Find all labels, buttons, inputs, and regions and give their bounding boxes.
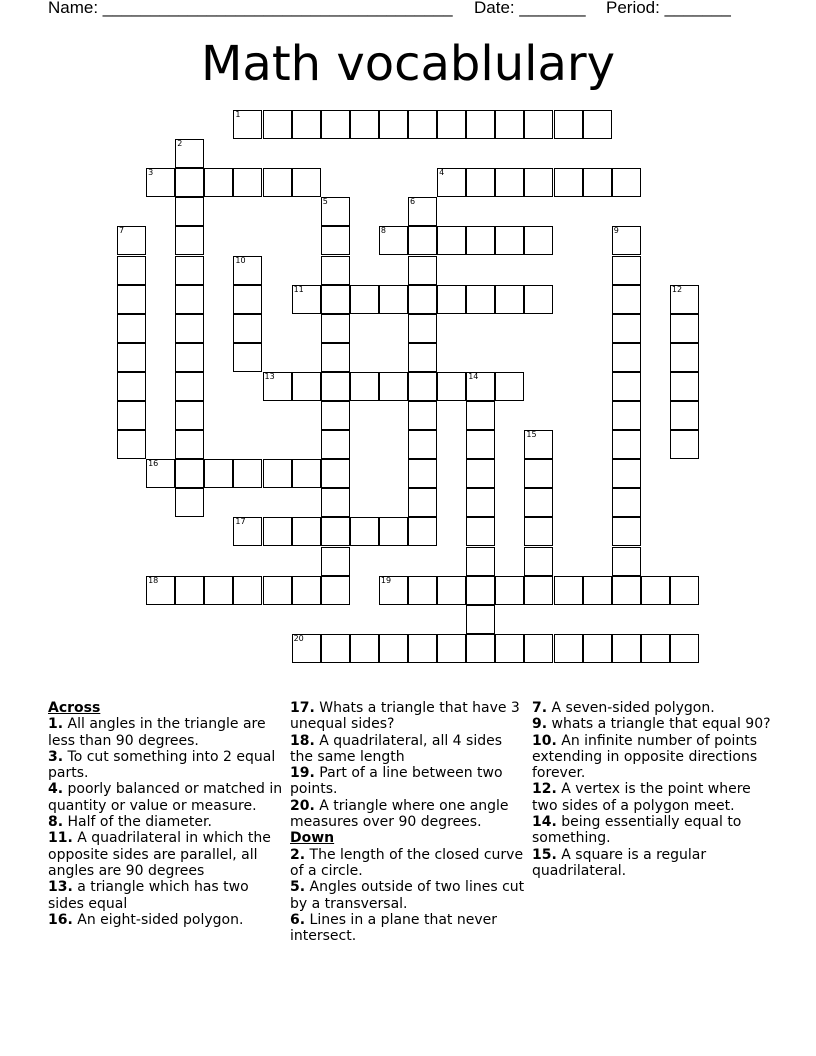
cell-number: 13 — [264, 371, 275, 381]
grid-cell[interactable] — [175, 256, 204, 285]
clue-down-9: 9. whats a triangle that equal 90? — [532, 716, 771, 733]
grid-cell[interactable] — [466, 547, 495, 576]
grid-cell[interactable] — [437, 226, 466, 255]
grid-cell[interactable] — [263, 517, 292, 546]
grid-cell[interactable] — [175, 430, 204, 459]
grid-cell[interactable] — [641, 576, 670, 605]
grid-cell[interactable] — [321, 459, 350, 488]
cell-number: 6 — [410, 197, 416, 207]
grid-cell[interactable] — [524, 168, 553, 197]
grid-cell[interactable] — [175, 401, 204, 430]
grid-cell[interactable] — [612, 314, 641, 343]
grid-cell[interactable] — [321, 576, 350, 605]
grid-cell[interactable] — [612, 285, 641, 314]
grid-cell[interactable] — [466, 634, 495, 663]
grid-cell[interactable] — [466, 605, 495, 634]
grid-cell[interactable] — [408, 197, 437, 226]
grid-cell[interactable] — [408, 314, 437, 343]
grid-cell[interactable] — [292, 372, 321, 401]
down-heading: Down — [290, 830, 335, 847]
grid-cell[interactable] — [612, 576, 641, 605]
cell-number: 19 — [380, 575, 392, 585]
grid-cell[interactable] — [379, 285, 408, 314]
clue-across-17: 17. Whats a triangle that have 3 unequal sides? — [290, 700, 520, 733]
grid-cell[interactable] — [495, 285, 524, 314]
grid-cell[interactable] — [495, 372, 524, 401]
grid-cell[interactable] — [408, 517, 437, 546]
grid-cell[interactable] — [495, 634, 524, 663]
grid-cell[interactable] — [524, 488, 553, 517]
grid-cell[interactable] — [583, 634, 612, 663]
grid-cell[interactable] — [466, 517, 495, 546]
grid-cell[interactable] — [612, 372, 641, 401]
grid-cell[interactable] — [233, 459, 262, 488]
grid-cell[interactable] — [524, 517, 553, 546]
grid-cell[interactable] — [437, 168, 466, 197]
grid-cell[interactable] — [408, 110, 437, 139]
grid-cell[interactable] — [292, 576, 321, 605]
clues-column-3 — [532, 700, 772, 879]
grid-cell[interactable] — [204, 168, 233, 197]
cell-number: 10 — [235, 255, 246, 265]
grid-cell[interactable] — [466, 372, 495, 401]
clue-down-10: 10. An infinite number of points extending in opposite directions forever. — [532, 732, 758, 782]
grid-cell[interactable] — [670, 430, 699, 459]
grid-cell[interactable] — [175, 226, 204, 255]
grid-cell[interactable] — [292, 110, 321, 139]
grid-cell[interactable] — [292, 459, 321, 488]
grid-cell[interactable] — [263, 459, 292, 488]
clue-down-14: 14. being essentially equal to something. — [532, 814, 742, 847]
grid-cell[interactable] — [612, 488, 641, 517]
grid-cell[interactable] — [437, 285, 466, 314]
grid-cell[interactable] — [350, 110, 379, 139]
grid-cell[interactable] — [204, 459, 233, 488]
grid-cell[interactable] — [612, 459, 641, 488]
grid-cell[interactable] — [175, 372, 204, 401]
grid-cell[interactable] — [641, 634, 670, 663]
grid-cell[interactable] — [321, 197, 350, 226]
grid-cell[interactable] — [233, 285, 262, 314]
clue-across-13: 13. a triangle which has two sides equal — [48, 879, 249, 912]
grid-cell[interactable] — [466, 401, 495, 430]
grid-cell[interactable] — [437, 110, 466, 139]
grid-cell[interactable] — [175, 343, 204, 372]
grid-cell[interactable] — [321, 401, 350, 430]
grid-cell[interactable] — [175, 139, 204, 168]
grid-cell[interactable] — [495, 226, 524, 255]
cell-number: 12 — [671, 284, 683, 294]
grid-cell[interactable] — [117, 401, 146, 430]
grid-cell[interactable] — [146, 168, 175, 197]
grid-cell[interactable] — [408, 576, 437, 605]
grid-cell[interactable] — [117, 256, 146, 285]
clues-column-2 — [290, 700, 526, 944]
grid-cell[interactable] — [175, 459, 204, 488]
grid-cell[interactable] — [379, 576, 408, 605]
clue-down-15: 15. A square is a regular quadrilateral. — [532, 846, 707, 879]
grid-cell[interactable] — [466, 226, 495, 255]
grid-cell[interactable] — [321, 314, 350, 343]
grid-cell[interactable] — [321, 110, 350, 139]
grid-cell[interactable] — [524, 226, 553, 255]
grid-cell[interactable] — [670, 401, 699, 430]
grid-cell[interactable] — [321, 256, 350, 285]
grid-cell[interactable] — [524, 547, 553, 576]
grid-cell[interactable] — [466, 285, 495, 314]
grid-cell[interactable] — [292, 634, 321, 663]
grid-cell[interactable] — [408, 401, 437, 430]
grid-cell[interactable] — [379, 110, 408, 139]
grid-cell[interactable] — [466, 110, 495, 139]
grid-cell[interactable] — [466, 576, 495, 605]
grid-cell[interactable] — [583, 168, 612, 197]
clue-across-1: 1. All angles in the triangle are less than 90 degrees. — [48, 716, 266, 749]
grid-cell[interactable] — [524, 459, 553, 488]
grid-cell[interactable] — [263, 168, 292, 197]
grid-cell[interactable] — [670, 314, 699, 343]
grid-cell[interactable] — [350, 285, 379, 314]
grid-cell[interactable] — [408, 634, 437, 663]
grid-cell[interactable] — [263, 576, 292, 605]
page-title: Math vocablulary — [200, 36, 616, 92]
grid-cell[interactable] — [321, 634, 350, 663]
grid-cell[interactable] — [379, 226, 408, 255]
grid-cell[interactable] — [612, 430, 641, 459]
grid-cell[interactable] — [670, 343, 699, 372]
grid-cell[interactable] — [146, 576, 175, 605]
cell-number: 3 — [148, 168, 154, 178]
grid-cell[interactable] — [670, 372, 699, 401]
grid-cell[interactable] — [117, 372, 146, 401]
grid-cell[interactable] — [321, 285, 350, 314]
grid-cell[interactable] — [379, 634, 408, 663]
cell-number: 20 — [293, 633, 304, 643]
cell-number: 8 — [380, 226, 386, 236]
grid-cell[interactable] — [612, 343, 641, 372]
grid-cell[interactable] — [408, 430, 437, 459]
grid-cell[interactable] — [175, 576, 204, 605]
grid-cell[interactable] — [554, 634, 583, 663]
clue-across-20: 20. A triangle where one angle measures over 90 degrees. — [290, 797, 509, 831]
grid-cell[interactable] — [524, 430, 553, 459]
clue-across-11: 11. A quadrilateral in which the opposite sides are parallel, all angles are 90 degrees — [48, 830, 271, 879]
grid-cell[interactable] — [233, 314, 262, 343]
clue-across-19: 19. Part of a line between two points. — [290, 765, 503, 798]
grid-cell[interactable] — [612, 168, 641, 197]
name-field: Name: _____________________________________ — [48, 0, 453, 17]
grid-cell[interactable] — [379, 517, 408, 546]
grid-cell[interactable] — [233, 517, 262, 546]
grid-cell[interactable] — [612, 517, 641, 546]
grid-cell[interactable] — [554, 576, 583, 605]
cell-number: 1 — [235, 110, 241, 119]
clue-across-16: 16. An eight-sided polygon. — [48, 911, 244, 928]
clue-across-8: 8. Half of the diameter. — [48, 814, 212, 831]
grid-cell[interactable] — [379, 372, 408, 401]
grid-cell[interactable] — [583, 110, 612, 139]
grid-cell[interactable] — [612, 634, 641, 663]
grid-cell[interactable] — [612, 226, 641, 255]
grid-cell[interactable] — [524, 285, 553, 314]
grid-cell[interactable] — [117, 430, 146, 459]
cell-number: 17 — [235, 517, 246, 527]
grid-cell[interactable] — [524, 576, 553, 605]
grid-cell[interactable] — [466, 168, 495, 197]
grid-cell[interactable] — [117, 343, 146, 372]
grid-cell[interactable] — [321, 226, 350, 255]
grid-cell[interactable] — [466, 459, 495, 488]
cell-number: 4 — [439, 168, 445, 178]
grid-cell[interactable] — [408, 256, 437, 285]
grid-cell[interactable] — [408, 459, 437, 488]
grid-cell[interactable] — [350, 517, 379, 546]
grid-cell[interactable] — [263, 110, 292, 139]
grid-cell[interactable] — [321, 343, 350, 372]
cell-number: 18 — [148, 575, 159, 585]
grid-cell[interactable] — [175, 285, 204, 314]
clue-down-5: 5. Angles outside of two lines cut by a transversal. — [290, 879, 525, 912]
clue-down-6: 6. Lines in a plane that never intersect. — [290, 911, 497, 945]
clue-across-3: 3. To cut something into 2 equal parts. — [48, 748, 276, 782]
grid-cell[interactable] — [321, 547, 350, 576]
grid-cell[interactable] — [670, 634, 699, 663]
cell-number: 2 — [177, 139, 183, 149]
grid-cell[interactable] — [117, 314, 146, 343]
grid-cell[interactable] — [204, 576, 233, 605]
grid-cell[interactable] — [233, 110, 262, 139]
across-heading: Across — [48, 700, 101, 716]
cell-number: 15 — [526, 430, 537, 440]
grid-cell[interactable] — [408, 285, 437, 314]
grid-cell[interactable] — [408, 226, 437, 255]
grid-cell[interactable] — [583, 576, 612, 605]
grid-cell[interactable] — [670, 285, 699, 314]
grid-cell[interactable] — [670, 576, 699, 605]
grid-cell[interactable] — [117, 226, 146, 255]
grid-cell[interactable] — [146, 459, 175, 488]
grid-cell[interactable] — [408, 343, 437, 372]
grid-cell[interactable] — [554, 110, 583, 139]
grid-cell[interactable] — [233, 256, 262, 285]
clue-across-4: 4. poorly balanced or matched in quantity or value or measure. — [48, 781, 283, 814]
grid-cell[interactable] — [233, 576, 262, 605]
grid-cell[interactable] — [175, 314, 204, 343]
grid-cell[interactable] — [612, 256, 641, 285]
grid-cell[interactable] — [175, 168, 204, 197]
grid-cell[interactable] — [612, 401, 641, 430]
cell-number: 14 — [468, 371, 479, 381]
clue-across-18: 18. A quadrilateral, all 4 sides the same length — [290, 732, 503, 765]
cell-number: 7 — [119, 226, 125, 236]
cell-number: 5 — [322, 197, 328, 207]
grid-cell[interactable] — [350, 634, 379, 663]
grid-cell[interactable] — [495, 110, 524, 139]
cell-number: 16 — [148, 459, 159, 469]
grid-cell[interactable] — [408, 488, 437, 517]
clues-column-1 — [48, 700, 284, 928]
grid-cell[interactable] — [524, 110, 553, 139]
cell-number: 9 — [613, 226, 619, 236]
grid-cell[interactable] — [292, 517, 321, 546]
grid-cell[interactable] — [321, 488, 350, 517]
cell-number: 11 — [293, 284, 304, 294]
grid-cell[interactable] — [408, 372, 437, 401]
grid-cell[interactable] — [233, 168, 262, 197]
period-field: Period: _______ — [606, 0, 731, 17]
grid-cell[interactable] — [350, 372, 379, 401]
grid-cell[interactable] — [321, 430, 350, 459]
clue-down-7: 7. A seven-sided polygon. — [532, 700, 715, 716]
grid-cell[interactable] — [175, 488, 204, 517]
grid-cell[interactable] — [466, 430, 495, 459]
grid-cell[interactable] — [524, 634, 553, 663]
grid-cell[interactable] — [321, 517, 350, 546]
date-field: Date: _______ — [474, 0, 586, 17]
grid-cell[interactable] — [554, 168, 583, 197]
grid-cell[interactable] — [117, 285, 146, 314]
clue-down-12: 12. A vertex is the point where two sides of a polygon meet. — [532, 781, 751, 814]
grid-cell[interactable] — [437, 372, 466, 401]
grid-cell[interactable] — [437, 634, 466, 663]
grid-cell[interactable] — [263, 372, 292, 401]
grid-cell[interactable] — [292, 168, 321, 197]
grid-cell[interactable] — [466, 488, 495, 517]
grid-cell[interactable] — [292, 285, 321, 314]
grid-cell[interactable] — [495, 168, 524, 197]
grid-cell[interactable] — [495, 576, 524, 605]
clue-down-2: 2. The length of the closed curve of a circle. — [290, 846, 524, 879]
grid-cell[interactable] — [321, 372, 350, 401]
grid-cell[interactable] — [175, 197, 204, 226]
grid-cell[interactable] — [437, 576, 466, 605]
grid-cell[interactable] — [233, 343, 262, 372]
grid-cell[interactable] — [612, 547, 641, 576]
